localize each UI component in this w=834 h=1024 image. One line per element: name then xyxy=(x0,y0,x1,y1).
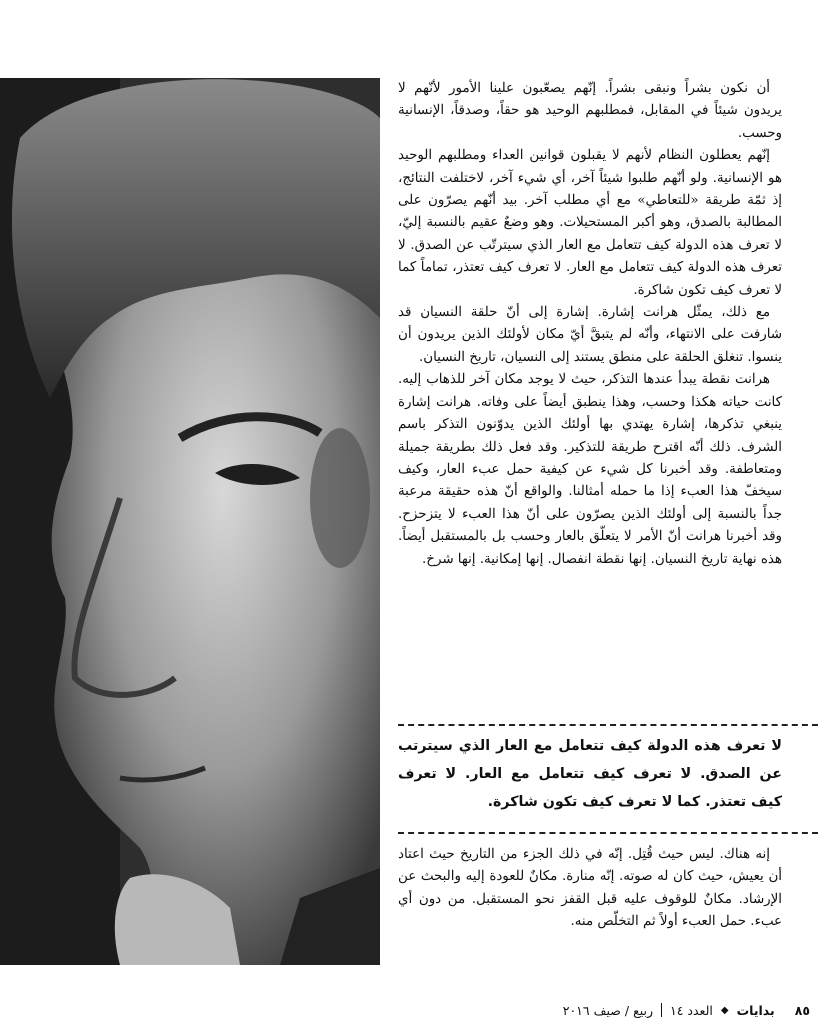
paragraph: إنّهم يعطلون النظام لأنهم لا يقبلون قوانين العداء ومطلبهم الوحيد هو الإنسانية. ولو أنّهم طلبوا شيئاً آخر، أي شيء آخر، لاختلفت النتائج، إذ ثمّة طريقة «للتعاطي» مع أي مطلب آخر. بيد أنّهم يصرّون على المطالبة بالصدق، وهو أكبر المستحيلات. وهو وضعٌ عقيم بالنسبة إليّ، لا تعرف هذه الدولة كيف تتعامل مع العار الذي سيترتّب عن الصدق. لا تعرف هذه الدولة كيف تتعامل مع العار. لا تعرف كيف تعتذر، تماماً كما لا تعرف كيف تكون شاكرة. xyxy=(398,148,782,298)
paragraph: أن نكون بشراً ونبقى بشراً. إنّهم يصعّبون علينا الأمور لأنّهم لا يريدون شيئاً في المقابل، فمطلبهم الوحيد هو حقاً، وصدقاً، الإنسانية وحسب. xyxy=(398,81,782,141)
portrait-photo xyxy=(0,78,380,965)
paragraph: هرانت نقطة يبدأ عندها التذكر، حيث لا يوجد مكان آخر للذهاب إليه. كانت حياته هكذا وحسب، وهذا ينطبق أيضاً على وفاته. هرانت إشارة ينبغي تذكرها، إشارة يهتدي بها أولئك الذين يدوّنون التذكر باسم الشرف. ذلك أنّه اقترح طريقة للتذكير. وقد فعل ذلك بطريقة جميلة ومتعاطفة. وقد أخبرنا كل شيء عن كيفية حمل عبء العار، وكيف سيخفّ هذا العبء إذا ما حمله أمثالنا. والواقع أنّ هذه حقيقة مرعبة جداً بالنسبة إلى أولئك الذين يصرّون على أنّ هذا العبء لا يتزحزح. وقد أخبرنا هرانت أنّ الأمر لا يتعلّق بالعار وحسب بل بالمستقبل أيضاً. هذه نهاية تاريخ النسيان. إنها نقطة انفصال. إنها إمكانية. إنها شرخ. xyxy=(398,372,782,567)
page-footer xyxy=(520,1000,810,1020)
pull-quote-divider-bottom xyxy=(398,832,818,834)
pull-quote: لا تعرف هذه الدولة كيف تتعامل مع العار الذي سيترتب عن الصدق. لا تعرف كيف تتعامل مع العار. لا تعرف كيف تعتذر. كما لا تعرف كيف تكون شاكرة. xyxy=(398,738,782,810)
paragraph: مع ذلك، يمثّل هرانت إشارة. إشارة إلى أنّ حلقة النسيان قد شارفت على الانتهاء، وأنّه لم يتبقَّ أيّ مكان لأولئك الذين يريدون أن ينسوا. تنغلق الحلقة على منطق يستند إلى النسيان، تاريخ النسيان. xyxy=(398,305,782,365)
diamond-icon: ◆ xyxy=(720,1004,729,1016)
magazine-name: بدايات xyxy=(736,1002,775,1018)
portrait-illustration xyxy=(0,78,380,965)
page-number: ٨٥ xyxy=(794,1002,810,1018)
issue-number: العدد ١٤ xyxy=(670,1002,713,1018)
article-body-top xyxy=(398,78,782,571)
pull-quote-divider-top xyxy=(398,724,818,726)
issue-season: ربيع / صيف ٢٠١٦ xyxy=(562,1002,654,1018)
footer-separator xyxy=(661,1003,662,1017)
paragraph: إنه هناك. ليس حيث قُتِل. إنّه في ذلك الجزء من التاريخ حيث اعتاد أن يعيش، حيث كان له صوته. إنّه منارة. مكانٌ للعودة إليه والبحث عن الإرشاد. مكانٌ للوقوف عليه قبل القفز نحو المستقبل. من دون أي عبء. حمل العبء أولاً ثم التخلّص منه. xyxy=(398,847,782,930)
article-body-bottom xyxy=(398,844,782,934)
